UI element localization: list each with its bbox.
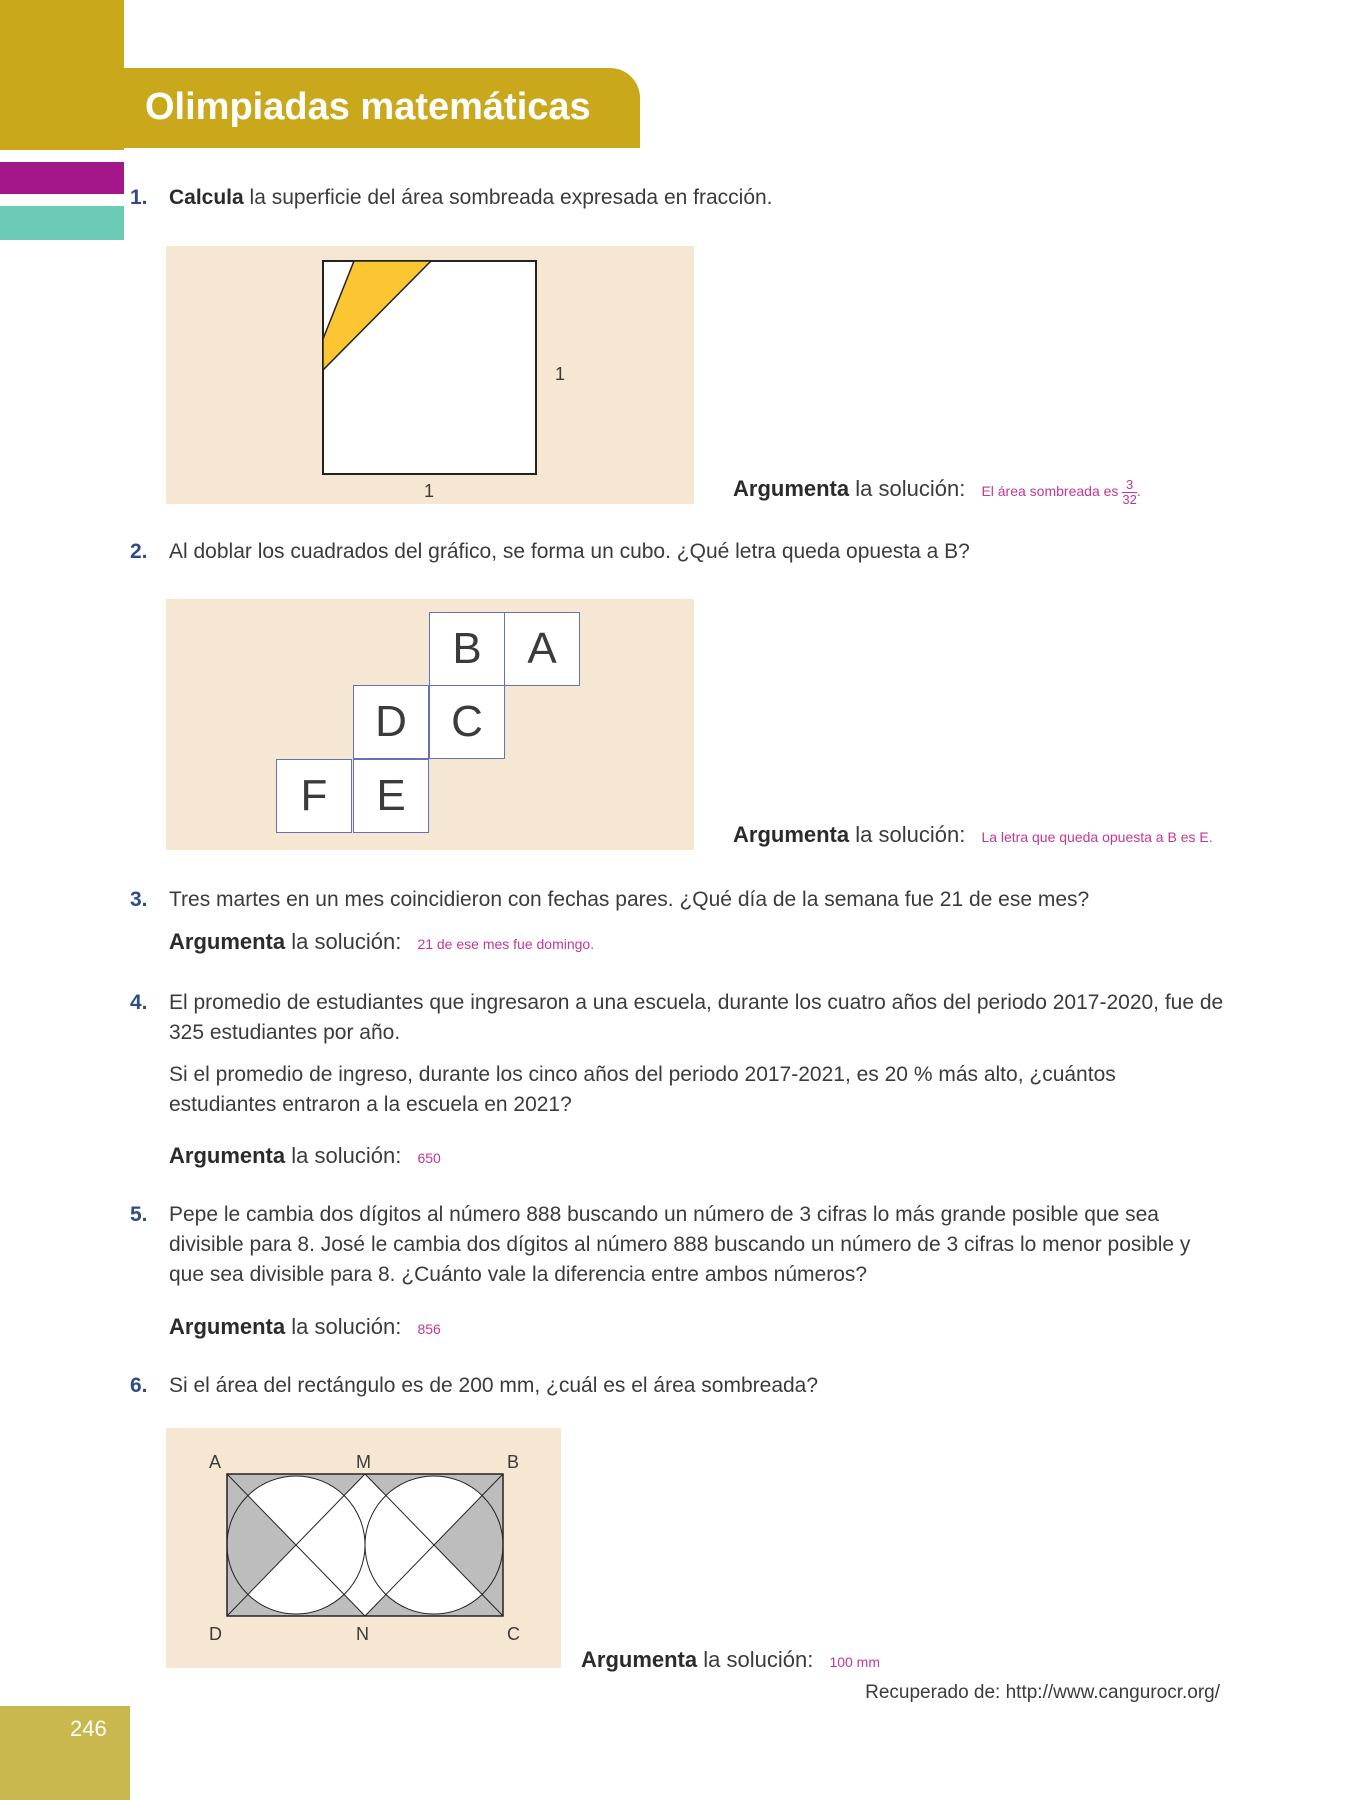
answer-label: la solución: xyxy=(285,929,402,954)
net-cell-d: D xyxy=(353,685,429,759)
question-3 xyxy=(130,885,1089,915)
answer-label: la solución: xyxy=(697,1647,814,1672)
question-1 xyxy=(130,183,773,213)
answer-value: 650 xyxy=(417,1150,441,1166)
label-a: A xyxy=(209,1452,222,1472)
question-text: El promedio de estudiantes que ingresaron a una escuela, durante los cuatro años del periodo 2017-2020, fue de 325 estudiantes por año. xyxy=(169,991,1224,1044)
answer-label: la solución: xyxy=(849,476,966,501)
question-text: Si el área del rectángulo es de 200 mm, ¿cuál es el área sombreada? xyxy=(169,1374,819,1397)
answer-6 xyxy=(581,1647,880,1673)
question-5 xyxy=(130,1200,1225,1290)
answer-value: La letra que queda opuesta a B es E. xyxy=(981,829,1213,845)
answer-label-bold: Argumenta xyxy=(733,822,850,847)
answer-value: 856 xyxy=(417,1321,441,1337)
page-title: Olimpiadas matemáticas xyxy=(145,86,591,128)
square-diagram xyxy=(166,246,694,504)
answer-5 xyxy=(169,1314,441,1340)
answer-1 xyxy=(733,476,1141,507)
side-label-bottom: 1 xyxy=(424,481,435,501)
label-m: M xyxy=(356,1452,371,1472)
question-text: Pepe le cambia dos dígitos al número 888 buscando un número de 3 cifras lo más grande posible que sea divisible para 8. José le cambia dos dígitos al número 888 buscando un número de 3 cifras lo menor posible y que sea divisible para 8. ¿Cuánto vale la diferencia entre ambos números? xyxy=(169,1203,1191,1286)
answer-2 xyxy=(733,822,1213,848)
answer-fraction: $\frac{3}{32}$ xyxy=(1122,476,1137,507)
label-d: D xyxy=(209,1624,222,1644)
answer-label: la solución: xyxy=(285,1314,402,1339)
answer-label-bold: Argumenta xyxy=(169,1143,286,1168)
net-cell-b: B xyxy=(429,612,505,686)
figure-square xyxy=(166,246,694,504)
question-text: Al doblar los cuadrados del gráfico, se forma un cubo. ¿Qué letra queda opuesta a B? xyxy=(169,540,970,563)
question-number: 3. xyxy=(130,888,148,911)
net-cell-e: E xyxy=(353,759,429,833)
teal-band xyxy=(0,206,124,240)
question-4 xyxy=(130,988,1225,1120)
question-text-2: Si el promedio de ingreso, durante los cinco años del periodo 2017-2021, es 20 % más alto, ¿cuántos estudiantes entraron a la escuela en 2021? xyxy=(169,1063,1116,1116)
answer-label-bold: Argumenta xyxy=(733,476,850,501)
question-number: 5. xyxy=(130,1203,148,1226)
question-number: 6. xyxy=(130,1374,148,1397)
question-number: 1. xyxy=(130,186,148,209)
magenta-band xyxy=(0,162,124,194)
rectangle-diagram xyxy=(166,1428,561,1668)
question-lead: Calcula xyxy=(169,186,244,209)
side-label-right: 1 xyxy=(555,364,566,384)
answer-label-bold: Argumenta xyxy=(581,1647,698,1672)
figure-rectangle xyxy=(166,1428,561,1668)
figure-cube-net xyxy=(166,599,694,850)
question-6 xyxy=(130,1371,818,1401)
answer-label: la solución: xyxy=(849,822,966,847)
source-citation: Recuperado de: http://www.cangurocr.org/ xyxy=(865,1682,1220,1703)
answer-value: 21 de ese mes fue domingo. xyxy=(417,936,595,952)
question-number: 2. xyxy=(130,540,148,563)
question-2 xyxy=(130,537,970,567)
answer-label-bold: Argumenta xyxy=(169,929,286,954)
label-n: N xyxy=(356,1624,369,1644)
net-cell-f: F xyxy=(276,759,352,833)
label-b: B xyxy=(507,1452,520,1472)
net-cell-a: A xyxy=(504,612,580,686)
label-c: C xyxy=(507,1624,520,1644)
answer-label: la solución: xyxy=(285,1143,402,1168)
net-cell-c: C xyxy=(429,685,505,759)
page-number-tab xyxy=(0,1706,130,1800)
answer-3 xyxy=(169,929,594,955)
page-number: 246 xyxy=(70,1716,107,1741)
question-number: 4. xyxy=(130,991,148,1014)
answer-value: 100 mm xyxy=(829,1654,881,1670)
answer-4 xyxy=(169,1143,441,1169)
question-text: la superficie del área sombreada expresada en fracción. xyxy=(243,186,773,209)
answer-label-bold: Argumenta xyxy=(169,1314,286,1339)
answer-value: El área sombreada es $\frac{3}{32}$ . xyxy=(981,476,1141,507)
question-text: Tres martes en un mes coincidieron con fechas pares. ¿Qué día de la semana fue 21 de ese mes? xyxy=(169,888,1090,911)
